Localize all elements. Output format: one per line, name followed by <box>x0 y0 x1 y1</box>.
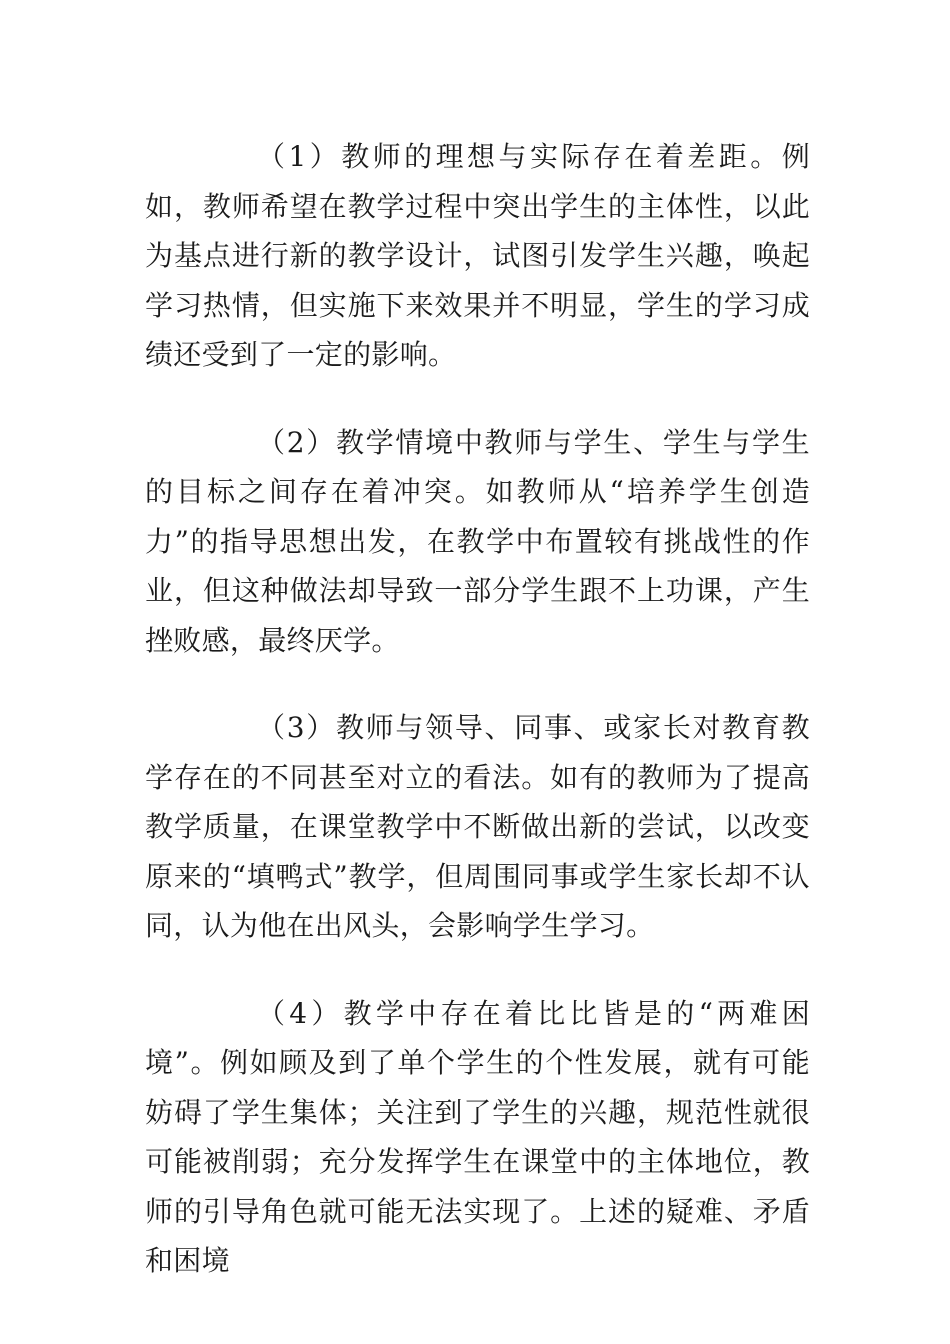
paragraph-3: （3）教师与领导、同事、或家长对教育教学存在的不同甚至对立的看法。如有的教师为了提高教学质量，在课堂教学中不断做出新的尝试，以改变原来的“填鸭式”教学，但周围同事或学生家长却不认同，认为他在出风头，会影响学生学习。 <box>145 711 810 942</box>
document-body <box>145 132 810 1324</box>
paragraph-4: （4）教学中存在着比比皆是的“两难困境”。例如顾及到了单个学生的个性发展，就有可能妨碍了学生集体；关注到了学生的兴趣，规范性就很可能被削弱；充分发挥学生在课堂中的主体地位，教师的引导角色就可能无法实现了。上述的疑难、矛盾和困境 <box>145 996 810 1277</box>
paragraph-2: （2）教学情境中教师与学生、学生与学生的目标之间存在着冲突。如教师从“培养学生创造力”的指导思想出发，在教学中布置较有挑战性的作业，但这种做法却导致一部分学生跟不上功课，产生挫败感，最终厌学。 <box>145 425 810 657</box>
paragraph-1: （1）教师的理想与实际存在着差距。例如，教师希望在教学过程中突出学生的主体性，以此为基点进行新的教学设计，试图引发学生兴趣，唤起学习热情，但实施下来效果并不明显，学生的学习成绩还受到了一定的影响。 <box>145 140 810 371</box>
